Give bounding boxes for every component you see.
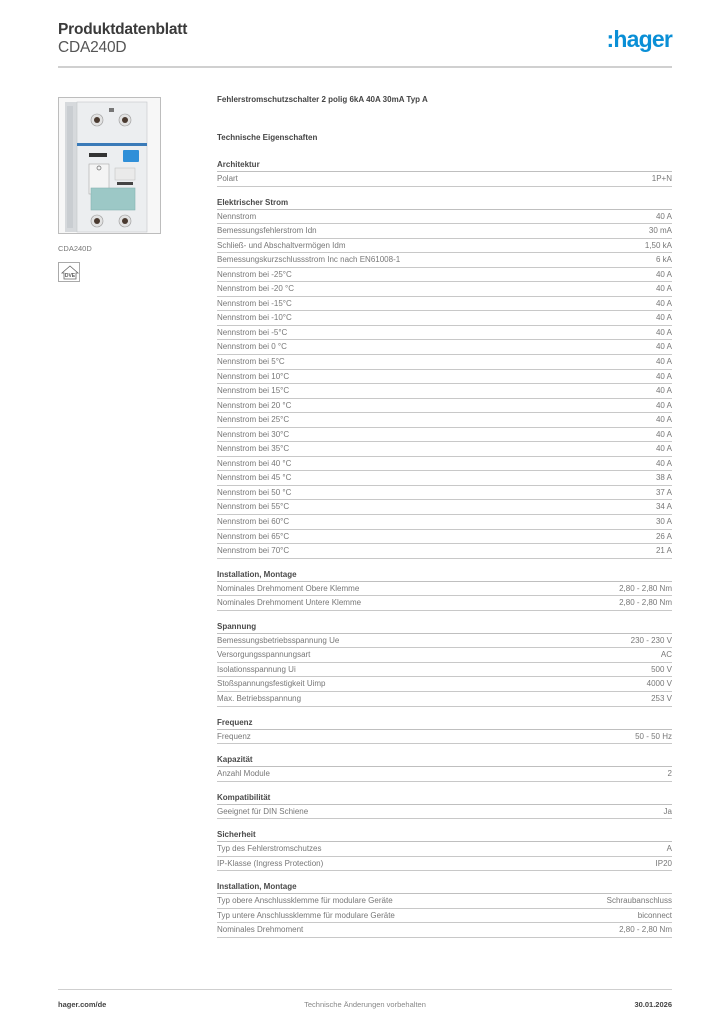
spec-row [217,172,672,187]
spec-label: Nennstrom bei 35°C [217,444,290,454]
spec-row [217,530,672,545]
spec-group [217,829,672,871]
spec-row [217,894,672,909]
spec-group [217,197,672,559]
spec-label: Nennstrom bei 50 °C [217,487,292,497]
spec-groups [217,159,672,938]
spec-row [217,692,672,707]
spec-row [217,326,672,341]
spec-value: 2 [667,769,672,779]
spec-value: 253 V [651,693,672,703]
spec-label: Stoßspannungsfestigkeit Uimp [217,679,326,689]
spec-label: Typ des Fehlerstromschutzes [217,844,322,854]
spec-row [217,544,672,559]
spec-value: 40 A [655,371,672,381]
document-header [58,21,672,57]
spec-row [217,311,672,326]
spec-row [217,663,672,678]
spec-group [217,569,672,611]
spec-row [217,239,672,254]
product-image-caption: CDA240D [58,244,92,253]
header-divider [58,66,672,68]
rcd-device-illustration [59,98,161,234]
spec-label: Bemessungskurzschlussstrom Inc nach EN61008-1 [217,255,401,265]
spec-label: Nominales Drehmoment Untere Klemme [217,598,362,608]
spec-row [217,399,672,414]
spec-label: Nennstrom bei 25°C [217,415,290,425]
spec-label: Typ untere Anschlussklemme für modulare Geräte [217,910,395,920]
svg-text:DVE: DVE [64,273,76,279]
spec-label: Nennstrom bei 15°C [217,386,290,396]
spec-value: 40 A [655,429,672,439]
spec-value: AC [660,650,672,660]
spec-value: 40 A [655,284,672,294]
spec-label: Nennstrom bei -5°C [217,327,288,337]
spec-row [217,282,672,297]
spec-value: 37 A [655,487,672,497]
spec-row [217,634,672,649]
spec-row [217,384,672,399]
spec-value: 2,80 - 2,80 Nm [619,583,672,593]
footer-date: 30.01.2026 [634,1000,672,1009]
spec-row [217,442,672,457]
spec-label: Versorgungsspannungsart [217,650,311,660]
spec-label: Nennstrom bei -25°C [217,269,292,279]
spec-value: 40 A [655,444,672,454]
section-heading: Technische Eigenschaften [217,133,318,142]
product-image [58,97,161,234]
spec-group-title: Architektur [217,159,672,172]
spec-value: 40 A [655,357,672,367]
spec-row [217,486,672,501]
spec-label: Max. Betriebsspannung [217,693,302,703]
spec-row [217,297,672,312]
spec-row [217,413,672,428]
spec-row [217,515,672,530]
spec-value: A [666,844,672,854]
spec-value: 34 A [655,502,672,512]
spec-row [217,596,672,611]
spec-row [217,210,672,225]
spec-group [217,792,672,820]
spec-label: Nennstrom bei 0 °C [217,342,287,352]
spec-group-title: Installation, Montage [217,569,672,582]
spec-row [217,355,672,370]
footer-disclaimer: Technische Änderungen vorbehalten [304,1000,426,1009]
spec-row [217,767,672,782]
footer-website-link[interactable]: hager.com/de [58,1000,107,1009]
spec-row [217,677,672,692]
spec-value: 2,80 - 2,80 Nm [619,598,672,608]
spec-row [217,909,672,924]
spec-value: Schraubanschluss [606,896,672,906]
spec-row [217,582,672,597]
spec-row [217,857,672,872]
spec-group-title: Installation, Montage [217,881,672,894]
product-description: Fehlerstromschutzschalter 2 polig 6kA 40A 30mA Typ A [217,95,428,104]
spec-value: 40 A [655,298,672,308]
hager-logo: :hager [606,26,672,52]
spec-row [217,500,672,515]
spec-group-title: Elektrischer Strom [217,197,672,210]
spec-value: 26 A [655,531,672,541]
spec-content [217,95,672,938]
spec-group [217,159,672,187]
spec-value: 2,80 - 2,80 Nm [619,925,672,935]
spec-value: 40 A [655,415,672,425]
spec-label: Nennstrom bei 60°C [217,517,290,527]
spec-label: Nennstrom bei -10°C [217,313,292,323]
spec-label: Nennstrom bei 55°C [217,502,290,512]
spec-group-title: Spannung [217,621,672,634]
spec-value: 21 A [655,546,672,556]
spec-label: Typ obere Anschlussklemme für modulare Geräte [217,896,393,906]
spec-value: 6 kA [655,255,672,265]
spec-group [217,881,672,938]
spec-value: 40 A [655,342,672,352]
spec-label: Bemessungsbetriebsspannung Ue [217,635,340,645]
spec-row [217,340,672,355]
spec-label: Nominales Drehmoment Obere Klemme [217,583,360,593]
spec-value: biconnect [637,910,672,920]
spec-value: IP20 [655,858,672,868]
spec-row [217,471,672,486]
document-title: Produktdatenblatt [58,21,188,38]
spec-value: 40 A [655,327,672,337]
spec-label: Nennstrom bei 20 °C [217,400,292,410]
spec-group [217,717,672,745]
spec-row [217,648,672,663]
vde-certification-icon [58,262,80,282]
spec-value: 500 V [651,664,672,674]
spec-value: 40 A [655,386,672,396]
spec-value: 38 A [655,473,672,483]
spec-row [217,730,672,745]
spec-row [217,428,672,443]
spec-label: Frequenz [217,731,251,741]
spec-group-title: Sicherheit [217,829,672,842]
spec-value: 4000 V [646,679,672,689]
spec-label: Nennstrom bei 65°C [217,531,290,541]
spec-row [217,268,672,283]
spec-value: 50 - 50 Hz [635,731,672,741]
spec-label: Nennstrom [217,211,257,221]
spec-row [217,370,672,385]
spec-row [217,224,672,239]
spec-label: Nennstrom bei -15°C [217,298,292,308]
spec-row [217,842,672,857]
document-footer [58,1000,672,1012]
spec-value: 1,50 kA [644,240,672,250]
spec-value: 230 - 230 V [630,635,672,645]
spec-label: Nominales Drehmoment [217,925,304,935]
footer-divider [58,989,672,990]
spec-row [217,805,672,820]
spec-group-title: Kapazität [217,754,672,767]
spec-group [217,621,672,707]
spec-label: Nennstrom bei 30°C [217,429,290,439]
spec-row [217,457,672,472]
spec-group-title: Frequenz [217,717,672,730]
spec-row [217,253,672,268]
spec-group [217,754,672,782]
spec-value: 40 A [655,400,672,410]
product-code: CDA240D [58,39,127,56]
spec-value: 40 A [655,211,672,221]
spec-label: Anzahl Module [217,769,270,779]
spec-value: Ja [663,806,672,816]
spec-label: Nennstrom bei -20 °C [217,284,295,294]
spec-label: Nennstrom bei 45 °C [217,473,292,483]
spec-row [217,923,672,938]
spec-value: 1P+N [651,174,672,183]
spec-label: Nennstrom bei 40 °C [217,458,292,468]
spec-label: Nennstrom bei 70°C [217,546,290,556]
spec-group-title: Kompatibilität [217,792,672,805]
spec-value: 40 A [655,313,672,323]
spec-value: 40 A [655,458,672,468]
spec-value: 30 A [655,517,672,527]
spec-label: IP-Klasse (Ingress Protection) [217,858,324,868]
spec-label: Isolationsspannung Ui [217,664,296,674]
spec-label: Nennstrom bei 10°C [217,371,290,381]
spec-value: 30 mA [648,226,672,236]
spec-label: Geeignet für DIN Schiene [217,806,309,816]
spec-label: Nennstrom bei 5°C [217,357,285,367]
spec-label: Polart [217,174,238,183]
spec-value: 40 A [655,269,672,279]
spec-label: Bemessungsfehlerstrom Idn [217,226,317,236]
spec-label: Schließ- und Abschaltvermögen Idm [217,240,346,250]
